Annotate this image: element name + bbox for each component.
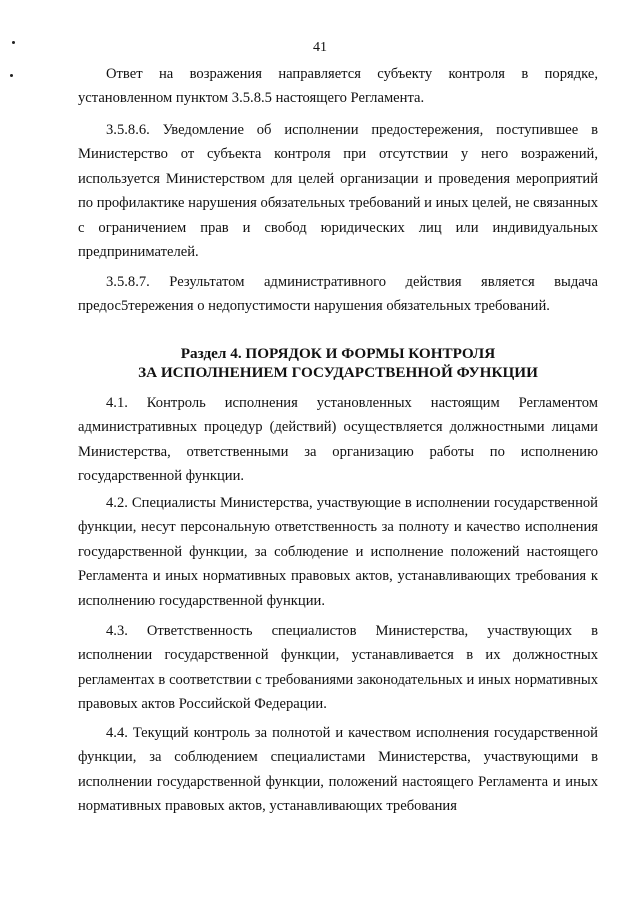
paragraph-reply: Ответ на возражения направляется субъекту контроля в порядке, установленном пунктом 3.5.8.5 настоящего Регламента. xyxy=(78,66,598,107)
section-heading xyxy=(78,344,598,382)
section-title-line2: ЗА ИСПОЛНЕНИЕМ ГОСУДАРСТВЕННОЙ ФУНКЦИИ xyxy=(138,364,538,381)
scan-speck xyxy=(10,74,13,77)
paragraph-4-1: 4.1. Контроль исполнения установленных настоящим Регламентом административных процедур (действий) осуществляется должностными лицами Министерства, ответственными за организацию работы по исполнению государственной функции. xyxy=(78,395,598,485)
section-title-line1: Раздел 4. ПОРЯДОК И ФОРМЫ КОНТРОЛЯ xyxy=(180,345,496,362)
paragraph-4-3: 4.3. Ответственность специалистов Министерства, участвующих в исполнении государственной функции, устанавливается в их должностных регламентах в соответствии с требованиями законодательных и иных нормативных правовых актов Российской Федерации. xyxy=(78,623,598,713)
paragraph-4-2: 4.2. Специалисты Министерства, участвующие в исполнении государственной функции, несут персональную ответственность за полноту и качество исполнения государственной функции, за соблюдение и исполнение положений настоящего Регламента и иных нормативных правовых актов, устанавливающих требования к исполнению государственной функции. xyxy=(78,495,598,609)
paragraph-3-5-8-6: 3.5.8.6. Уведомление об исполнении предостережения, поступившее в Министерство от субъекта контроля при отсутствии у него возражений, используется Министерством для целей организации и проведения мероприятий по профилактике нарушения обязательных требований и иных целей, не связанных с ограничением прав и свобод юридических лиц или индивидуальных предпринимателей. xyxy=(78,122,598,261)
paragraph-4-4: 4.4. Текущий контроль за полнотой и качеством исполнения государственной функции, за соблюдением специалистами Министерства, участвующими в исполнении государственной функции, положений настоящего Регламента и иных нормативных правовых актов, устанавливающих требования xyxy=(78,725,598,815)
paragraph-3-5-8-7: 3.5.8.7. Результатом административного действия является выдача предос5тережения о недопустимости нарушения обязательных требований. xyxy=(78,274,598,315)
page-number: 41 xyxy=(313,40,327,55)
